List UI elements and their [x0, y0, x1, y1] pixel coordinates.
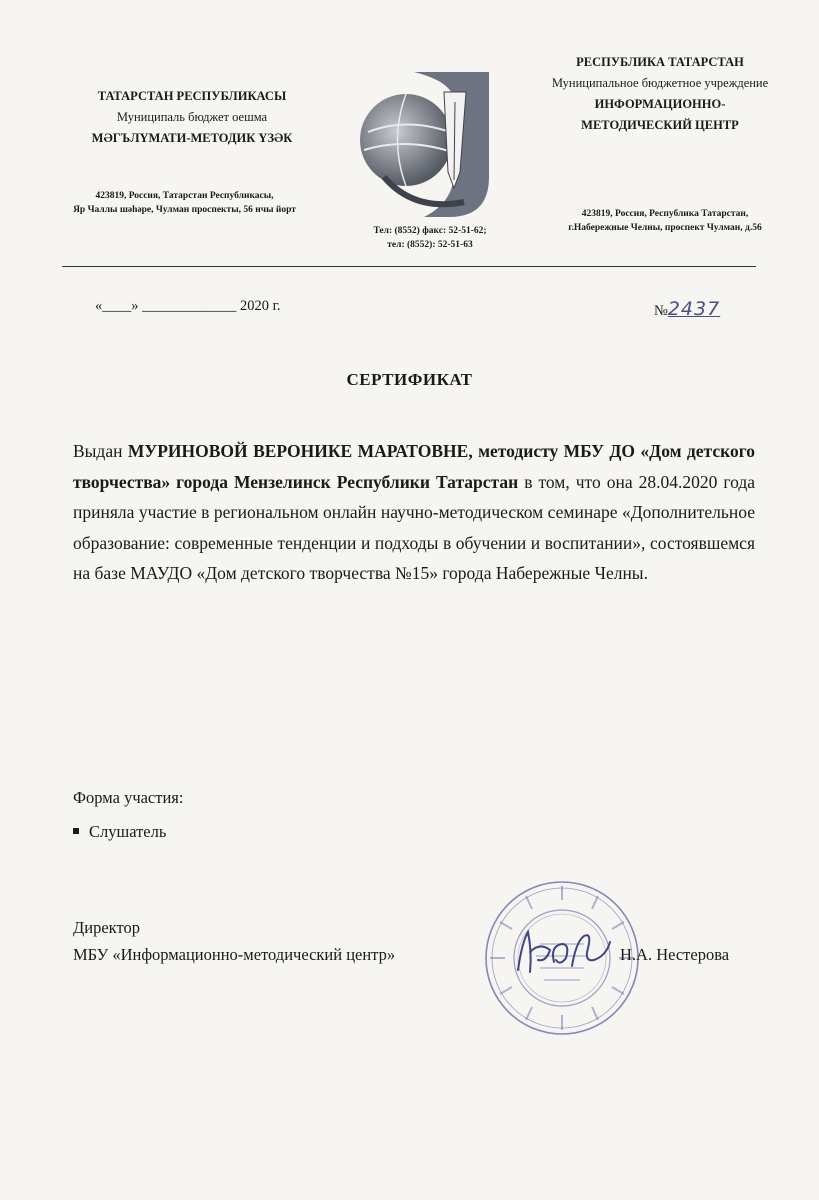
signature-name: Н.А. Нестерова [620, 945, 730, 964]
date-line: «____» _____________ 2020 г. [95, 298, 281, 314]
number-label: № [654, 303, 668, 319]
header-phones [350, 225, 510, 253]
header-left-address-line1: 423819, Россия, Татарстан Республикасы, [95, 191, 274, 201]
certificate-text: в том, что она 28.04.2020 года приняла участие в региональном онлайн научно-методическом семинаре «Дополнительное образование: современные тенденции и подходы в обучении и воспитании», состоявшемся на базе МАУДО «Дом детского творчества №15» города Набережные Челны. [73, 471, 755, 584]
certificate-title: СЕРТИФИКАТ [346, 370, 473, 389]
header-divider [62, 266, 756, 267]
participation-value: Слушатель [89, 822, 167, 841]
header-right-org-type: Муниципальное бюджетное учреждение [551, 76, 769, 90]
header-left-address-line2: Яр Чаллы шәһәре, Чулман проспекты, 56 нчы йорт [73, 204, 296, 215]
participation-label: Форма участия: [73, 788, 184, 807]
signature-org: МБУ «Информационно-методический центр» [73, 945, 396, 964]
phone-line1: Тел: (8552) факс: 52-51-62; [373, 226, 487, 236]
header-right-address [535, 208, 795, 236]
signature-handwritten [510, 922, 620, 982]
recipient: МУРИНОВОЙ ВЕРОНИКЕ МАРАТОВНЕ, методисту МБУ ДО «Дом детского творчества» города Мензелинск Республики Татарстан [73, 441, 755, 492]
header-left [62, 89, 322, 146]
header-left-address [42, 190, 327, 218]
bullet-icon [73, 828, 79, 834]
certificate-body [73, 436, 755, 589]
header-right-address-line2: г.Набережные Челны, проспект Чулман, д.56 [568, 222, 762, 233]
header-right-republic: РЕСПУБЛИКА ТАТАРСТАН [576, 55, 744, 69]
header-left-org-name: МӘГЪЛҮМАТИ-МЕТОДИК ҮЗӘК [91, 131, 293, 145]
participation-item [73, 822, 166, 842]
signature-position: Директор [73, 918, 140, 937]
document-number [654, 298, 720, 320]
logo [354, 62, 494, 227]
issued-word: Выдан [73, 441, 123, 461]
header-left-republic: ТАТАРСТАН РЕСПУБЛИКАСЫ [97, 89, 287, 103]
header-right [510, 55, 810, 133]
phone-line2: тел: (8552): 52-51-63 [387, 239, 473, 250]
header-right-address-line1: 423819, Россия, Республика Татарстан, [581, 209, 749, 219]
header-right-org-name2: МЕТОДИЧЕСКИЙ ЦЕНТР [581, 118, 739, 132]
header-right-org-name1: ИНФОРМАЦИОННО- [594, 97, 726, 111]
header-left-org-type: Муниципаль бюджет оешма [116, 110, 268, 124]
number-value: 2437 [667, 298, 721, 320]
